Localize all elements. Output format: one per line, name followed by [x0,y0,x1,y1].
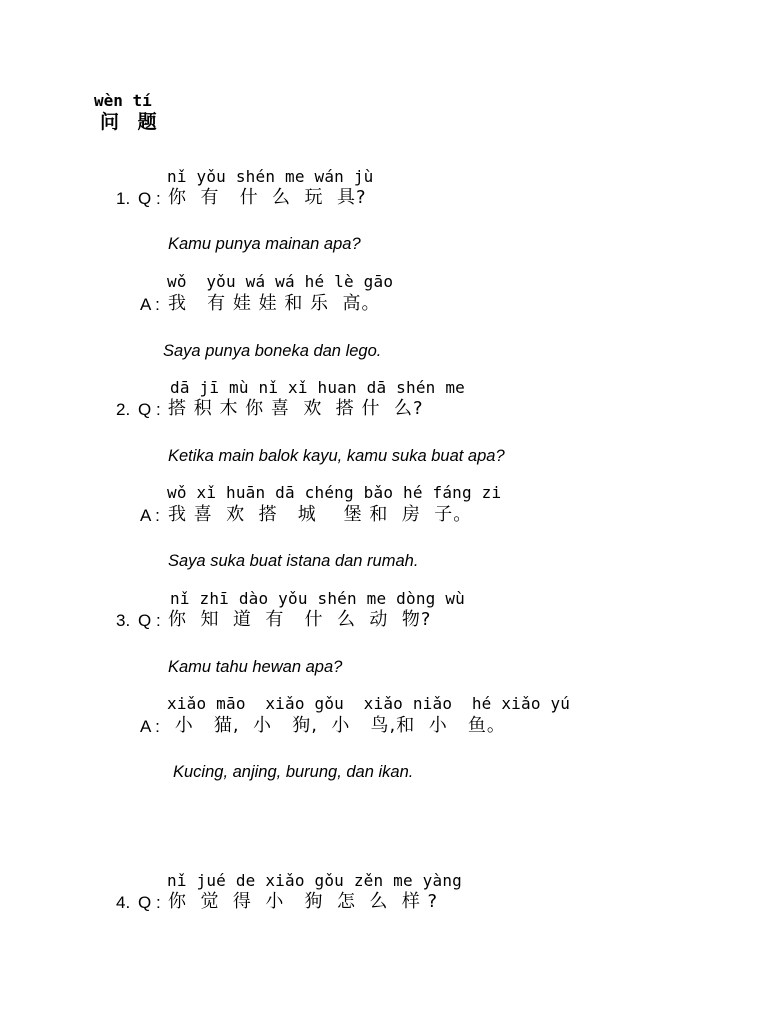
a2-pinyin: wǒ xǐ huān dā chéng bǎo hé fáng zi [167,483,502,502]
q4-hanzi: 你 觉 得 小 狗 怎 么 样 ? [168,891,439,912]
title-pinyin: wèn tí [94,91,152,110]
q3-hanzi: 你 知 道 有 什 么 动 物? [168,609,432,630]
q2-label: Q : [138,400,161,419]
q3-pinyin: nǐ zhī dào yǒu shén me dòng wù [170,589,465,608]
q3-label: Q : [138,611,161,630]
q3-translation: Kamu tahu hewan apa? [168,658,343,676]
a3-translation: Kucing, anjing, burung, dan ikan. [173,763,414,781]
q1-pinyin: nǐ yǒu shén me wán jù [167,167,374,186]
q1-number: 1. [116,189,131,208]
a3-label: A : [140,717,160,736]
q4-number: 4. [116,893,131,912]
a3-pinyin: xiǎo māo xiǎo gǒu xiǎo niǎo hé xiǎo yú [167,694,571,713]
q2-pinyin: dā jī mù nǐ xǐ huan dā shén me [170,378,465,397]
q2-number: 2. [116,400,131,419]
a1-hanzi: 我 有 娃 娃 和 乐 高。 [168,293,381,314]
a2-hanzi: 我 喜 欢 搭 城 堡 和 房 子。 [168,504,473,525]
title-hanzi: 问 题 [100,111,163,133]
a3-hanzi: 小 猫, 小 狗, 小 鸟,和 小 鱼。 [168,715,506,736]
q1-hanzi: 你 有 什 么 玩 具? [168,187,367,208]
q3-number: 3. [116,611,131,630]
a1-label: A : [140,295,160,314]
q1-label: Q : [138,189,161,208]
a1-translation: Saya punya boneka dan lego. [163,342,382,360]
a2-label: A : [140,506,160,525]
q4-label: Q : [138,893,161,912]
q1-translation: Kamu punya mainan apa? [168,235,361,253]
a1-pinyin: wǒ yǒu wá wá hé lè gāo [167,272,394,291]
a2-translation: Saya suka buat istana dan rumah. [168,552,419,570]
q2-translation: Ketika main balok kayu, kamu suka buat apa? [168,447,505,465]
q2-hanzi: 搭 积 木 你 喜 欢 搭 什 么? [168,398,424,419]
q4-pinyin: nǐ jué de xiǎo gǒu zěn me yàng [167,871,462,890]
